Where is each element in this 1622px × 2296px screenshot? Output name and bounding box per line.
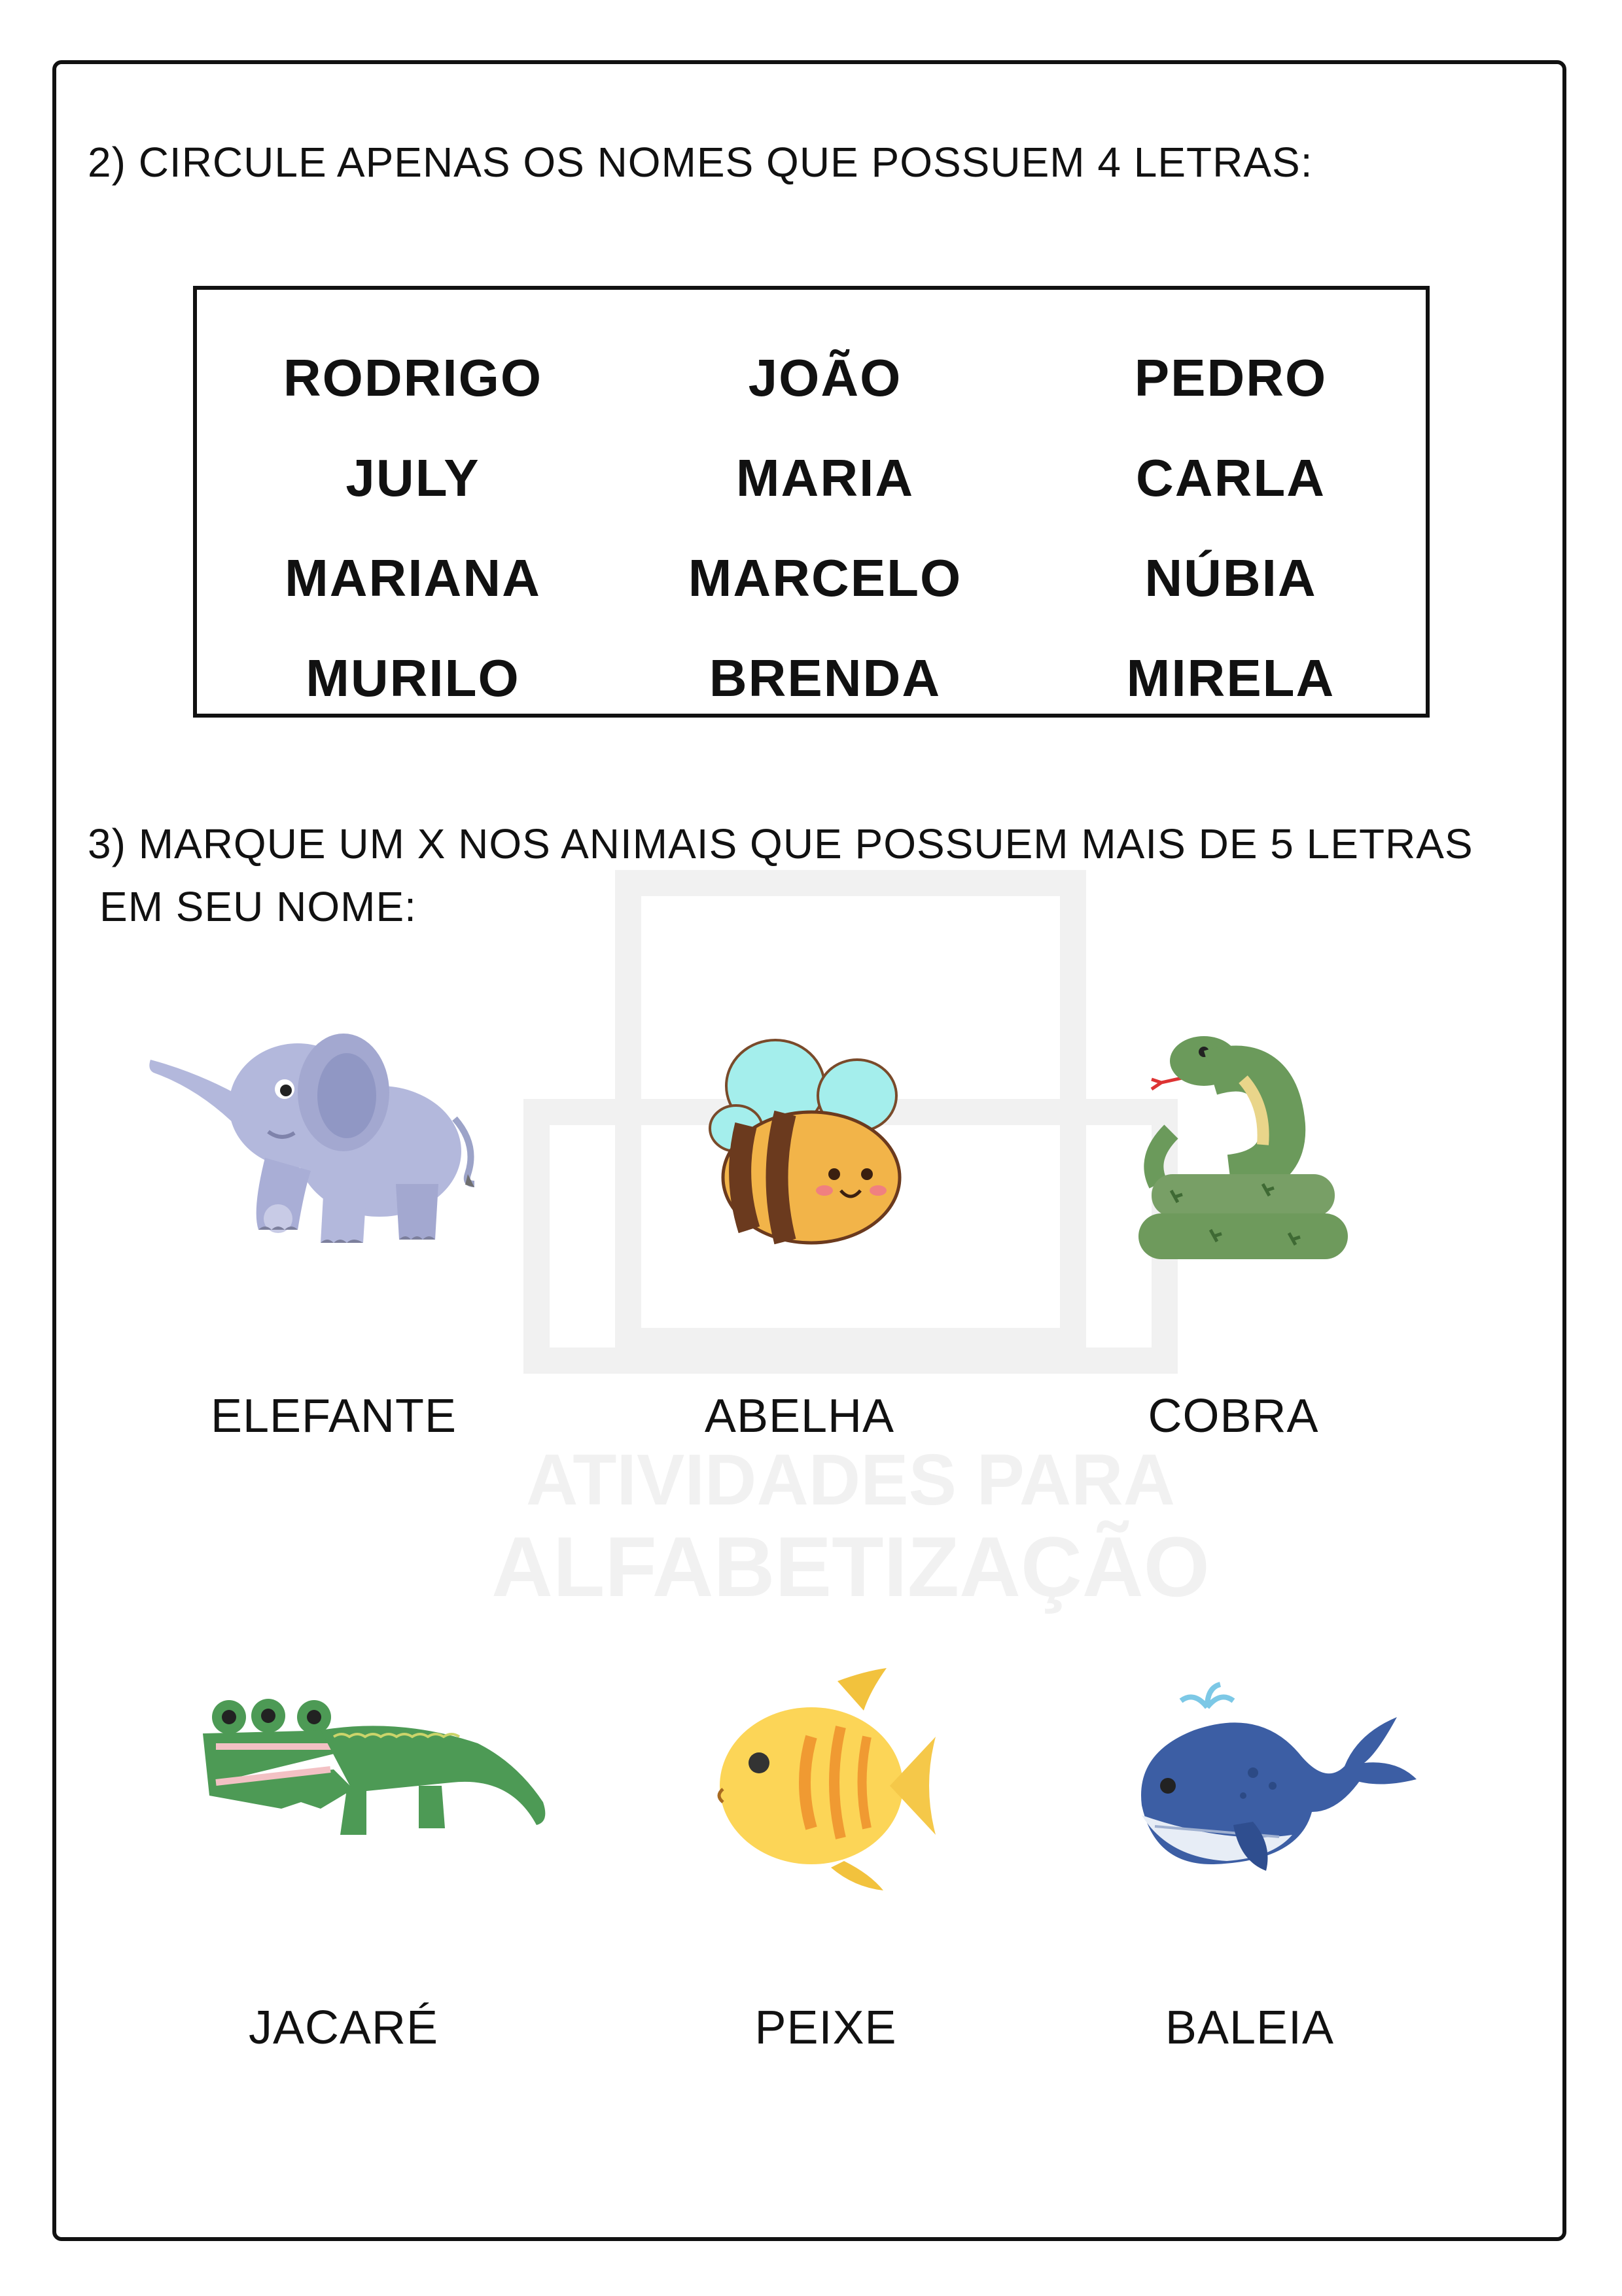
name-item[interactable]: BRENDA (709, 649, 942, 707)
animal-label-elefante: ELEFANTE (210, 1390, 457, 1442)
name-item[interactable]: MARCELO (688, 549, 962, 607)
elephant-icon (147, 1020, 487, 1256)
name-item[interactable]: JOÃO (748, 349, 902, 407)
name-item[interactable]: MARIA (735, 449, 915, 507)
bee-icon (707, 1034, 916, 1249)
name-item[interactable]: CARLA (1136, 449, 1326, 507)
fish-icon (713, 1665, 942, 1900)
question-3-prompt (88, 812, 1553, 938)
watermark-line1: ATIVIDADES PARA (525, 1440, 1176, 1520)
question-3-line2: EM SEU NOME: (99, 883, 417, 930)
name-item[interactable]: PEDRO (1134, 349, 1328, 407)
whale-icon (1129, 1681, 1417, 1884)
name-item[interactable]: MIRELA (1126, 649, 1335, 707)
watermark-line2: ALFABETIZAÇÃO (491, 1519, 1210, 1614)
animal-label-jacare: JACARÉ (248, 2002, 439, 2054)
animal-label-peixe: PEIXE (754, 2002, 897, 2054)
name-item[interactable]: RODRIGO (283, 349, 543, 407)
name-item[interactable]: NÚBIA (1144, 549, 1317, 607)
name-item[interactable]: MARIANA (285, 549, 541, 607)
snake-icon (1132, 1027, 1361, 1269)
question-3-line1: 3) MARQUE UM X NOS ANIMAIS QUE POSSUEM MAIS DE 5 LETRAS (88, 820, 1473, 867)
name-item[interactable]: JULY (345, 449, 480, 507)
names-box (193, 286, 1430, 718)
alligator-icon (203, 1697, 556, 1861)
animal-label-abelha: ABELHA (704, 1390, 895, 1442)
names-grid (203, 328, 1434, 728)
name-item[interactable]: MURILO (306, 649, 520, 707)
animal-label-cobra: COBRA (1148, 1390, 1319, 1442)
animal-label-baleia: BALEIA (1165, 2002, 1335, 2054)
question-2-prompt: 2) CIRCULE APENAS OS NOMES QUE POSSUEM 4 LETRAS: (88, 139, 1313, 186)
